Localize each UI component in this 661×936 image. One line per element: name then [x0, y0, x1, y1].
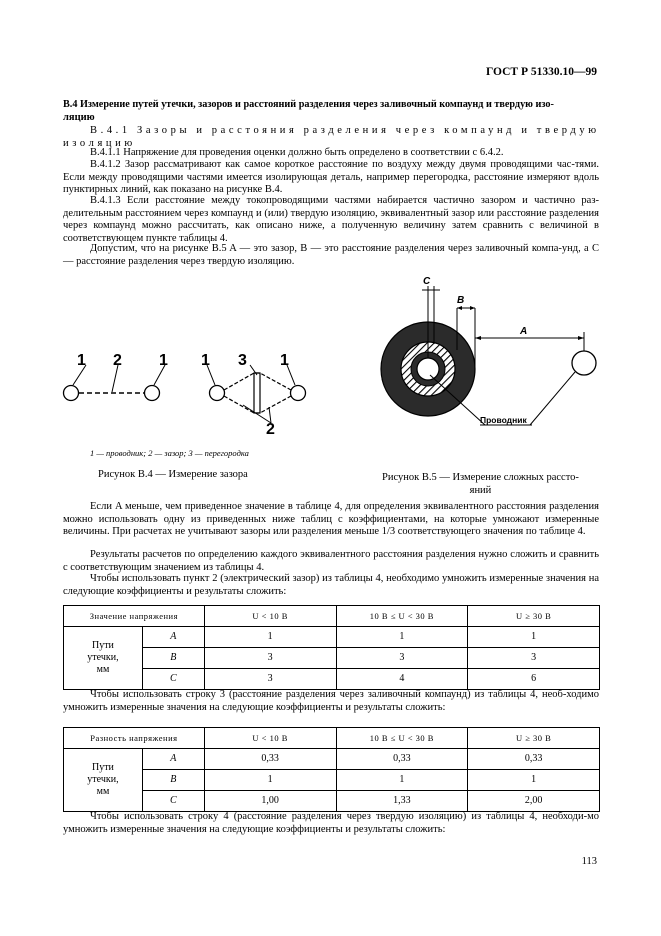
leader-line [112, 365, 118, 392]
table-row [64, 770, 600, 791]
table-cell: 3 [336, 648, 468, 669]
fig4-caption: Рисунок B.4 — Измерение зазора [98, 469, 248, 480]
table-header-cell: 10 В ≤ U < 30 В [336, 728, 468, 749]
paragraph-b411-line2: изоляцию [63, 137, 136, 149]
table-var-cell: C [142, 669, 204, 690]
table-cell: 1 [336, 770, 468, 791]
row-label-line: утечки, [87, 652, 119, 663]
paragraph-b411-line1: B.4.1 Зазоры и расстояния разделения через компаунд и твердую [90, 125, 600, 136]
paragraph-b4112: B.4.1.2 Зазор рассматривают как самое короткое расстояние по воздуху между двумя проводящими час-тями. Если между проводящими частями имеется изолирующая деталь, например перегородка, расстояние измеряют вдоль пунктирных линий, как показано на рисунке B.4. [63, 159, 599, 195]
paragraph-assume: Допустим, что на рисунке B.5 A — это зазор, B — это расстояние разделения через заливочный компа-унд, а C — расстояние разделения через твердую изоляцию. [63, 243, 599, 267]
table-header-cell: U < 10 В [204, 606, 336, 627]
table-row-label [64, 627, 143, 690]
fig5-label-conductor: Проводник [480, 415, 527, 425]
table-var-cell: B [142, 770, 204, 791]
fig5-label-b: B [457, 295, 465, 306]
fig4-label-2: 2 [113, 352, 122, 369]
fig4-label-3: 3 [238, 352, 247, 369]
row-label-line: мм [96, 786, 110, 797]
table-cell: 3 [468, 648, 600, 669]
conductor-right-a [210, 386, 225, 401]
table-header-cell: Разность напряжения [64, 728, 205, 749]
table-var-cell: B [142, 648, 204, 669]
table-row [64, 669, 600, 690]
row-label-line: Пути [91, 762, 114, 773]
paragraph-b4111: B.4.1.1 Напряжение для проведения оценки должно быть определено в соответствии с 6.4.2. [90, 147, 504, 158]
table-var-cell: A [142, 627, 204, 648]
conductor-left-b [145, 386, 160, 401]
table-cell: 0,33 [204, 749, 336, 770]
table-row [64, 749, 600, 770]
arrow-head [578, 336, 584, 340]
paragraph-b4113: B.4.1.3 Если расстояние между токопроводящими частями набирается частично зазором и частично раз-делительным расстоянием через компаунд и (или) твердую изоляцию, эквивалентный зазор или расстояние разделения через компаунд можно рассчитать, как описано ниже, а полученную величину затем сравнить с величиной в соответствующем пункте таблицы 4. [63, 195, 599, 244]
table-header-cell: Значение напряжения [64, 606, 205, 627]
table-header-cell: U < 10 В [204, 728, 336, 749]
figure-b5 [370, 272, 610, 442]
fig5-caption [382, 472, 579, 497]
section-title [63, 99, 599, 124]
outer-conductor [572, 351, 596, 375]
arrow-head [470, 306, 475, 310]
fig4-label-1: 1 [159, 352, 168, 369]
paragraph-if-a-less: Если A меньше, чем приведенное значение в таблице 4, для определения эквивалентного расстояния разделения можно использовать одну из приведенных ниже таблиц с коэффициентами, на которые умножают измеренные величины. При расчетах не учитывают зазоры или разделения меньше 1/3 соответствующего значения по таблице 4. [63, 501, 599, 537]
paragraph-table2-intro: Чтобы использовать строку 3 (расстояние разделения через заливочный компаунд) из таблицы 4, необ-ходимо умножить измеренные значения на следующие коэффициенты и результаты сложить: [63, 689, 599, 713]
conductor-right-b [291, 386, 306, 401]
table-var-cell: C [142, 791, 204, 812]
table-header-cell: U ≥ 30 В [468, 728, 600, 749]
table-header-row [64, 606, 600, 627]
fig4-label-1: 1 [280, 352, 289, 369]
row-label-line: утечки, [87, 774, 119, 785]
table-row [64, 648, 600, 669]
conductor-left-a [64, 386, 79, 401]
table-cell: 4 [336, 669, 468, 690]
conductor-leader [530, 372, 575, 425]
table-cell: 1 [336, 627, 468, 648]
fig4-legend: 1 — проводник; 2 — зазор; 3 — перегородка [90, 448, 249, 458]
table-cell: 0,33 [336, 749, 468, 770]
fig5-caption-line1: Рисунок B.5 — Измерение сложных рассто- [382, 472, 579, 483]
table-cell: 3 [204, 648, 336, 669]
table-cell: 1 [204, 627, 336, 648]
partition [254, 373, 260, 413]
table-row [64, 627, 600, 648]
section-title-line1: B.4 Измерение путей утечки, зазоров и расстояний разделения через заливочный компаунд и твердую изо- [63, 99, 554, 110]
table-header-cell: 10 В ≤ U < 30 В [336, 606, 468, 627]
table-header-row [64, 728, 600, 749]
fig5-label-a: A [520, 326, 528, 337]
table-row [64, 791, 600, 812]
row-label-line: Пути [91, 640, 114, 651]
paragraph-table3-intro: Чтобы использовать строку 4 (расстояние разделения через твердую изоляцию) из таблицы 4, необходи-мо умножить измеренные значения на следующие коэффициенты и результаты сложить: [63, 811, 599, 835]
table-cell: 6 [468, 669, 600, 690]
table-cell: 0,33 [468, 749, 600, 770]
table-row-label [64, 749, 143, 812]
fig4-label-1: 1 [77, 352, 86, 369]
table-cell: 3 [204, 669, 336, 690]
arrow-head [475, 336, 481, 340]
coefficient-table-compound [63, 727, 600, 812]
page-number: 113 [581, 856, 597, 867]
fig5-label-c: C [423, 276, 431, 287]
table-header-cell: U ≥ 30 В [468, 606, 600, 627]
paragraph-results: Результаты расчетов по определению каждого эквивалентного расстояния разделения нужно сложить и сравнить с соответствующим значением из таблицы 4. [63, 549, 599, 573]
inner-conductor [417, 358, 439, 380]
figure-b4 [55, 345, 315, 445]
fig5-caption-line2: яний [469, 484, 492, 496]
table-cell: 2,00 [468, 791, 600, 812]
table-cell: 1 [204, 770, 336, 791]
arrow-head [457, 306, 462, 310]
table-cell: 1 [468, 627, 600, 648]
fig4-label-2: 2 [266, 421, 275, 438]
coefficient-table-clearance [63, 605, 600, 690]
section-title-line2: ляцию [63, 111, 95, 123]
document-header: ГОСТ Р 51330.10—99 [486, 66, 597, 78]
fig4-label-1: 1 [201, 352, 210, 369]
table-cell: 1,33 [336, 791, 468, 812]
paragraph-table1-intro: Чтобы использовать пункт 2 (электрический зазор) из таблицы 4, необходимо умножить измеренные значения на следующие коэффициенты и результаты сложить: [63, 573, 599, 597]
table-var-cell: A [142, 749, 204, 770]
row-label-line: мм [96, 664, 110, 675]
table-cell: 1 [468, 770, 600, 791]
table-cell: 1,00 [204, 791, 336, 812]
